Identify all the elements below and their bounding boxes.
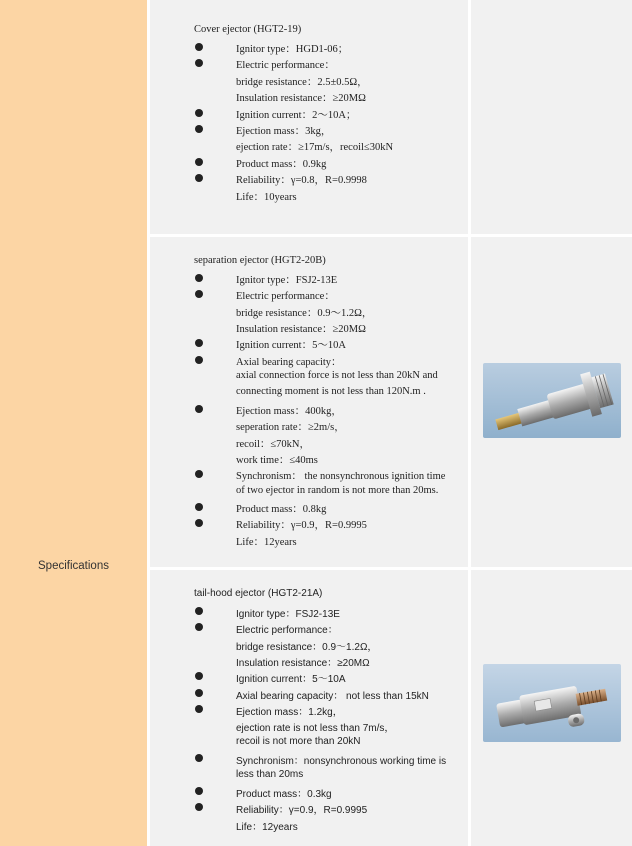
- separation-spec-line: connecting moment is not less than 120N.m .: [236, 386, 426, 398]
- tail-hood-spec-line: Axial bearing capacity： not less than 15kN: [236, 690, 429, 702]
- cover-spec-line: ejection rate：≥17m/s，recoil≤30kN: [236, 142, 394, 154]
- separation-spec-line: Ejection mass：400kg，: [236, 405, 342, 417]
- bullet-icon: [195, 356, 203, 364]
- tail-hood-ejector-title: tail-hood ejector (HGT2-21A): [194, 588, 323, 599]
- bullet-icon: [195, 109, 203, 117]
- cover-spec-line: Electric performance：: [236, 60, 335, 72]
- cover-spec-line: Insulation resistance：≥20MΩ: [236, 93, 366, 105]
- tail-hood-spec-line: Synchronism：nonsynchronous working time is: [236, 756, 447, 768]
- separation-spec-line: bridge resistance：0.9～1.2Ω，: [236, 307, 373, 319]
- cover-spec-line: Product mass：0.9kg: [236, 158, 327, 170]
- bullet-icon: [195, 125, 203, 133]
- tail-hood-ejector-photo: [483, 664, 621, 742]
- cover-ejector-title: Cover ejector (HGT2-19): [194, 24, 302, 35]
- cover-spec-line: Ignition current：2～10A；: [236, 109, 357, 121]
- bullet-icon: [195, 405, 203, 413]
- tail-hood-spec-line: Reliability：γ=0.9，R=0.9995: [236, 805, 368, 817]
- tail-hood-spec-line: Ejection mass：1.2kg，: [236, 707, 343, 719]
- cover-spec-line: Life：10years: [236, 191, 297, 203]
- cover-spec-line: Ejection mass：3kg，: [236, 126, 332, 137]
- bullet-icon: [195, 274, 203, 282]
- separation-ejector-title: separation ejector (HGT2-20B): [194, 255, 326, 266]
- tail-hood-spec-line: Ignition current：5～10A: [236, 674, 346, 686]
- separation-spec-line: Insulation resistance：≥20MΩ: [236, 324, 366, 336]
- specifications-label: Specifications: [38, 560, 109, 572]
- tail-hood-spec-line: ejection rate is not less than 7m/s，: [236, 723, 395, 735]
- tail-hood-spec-line: Insulation resistance：≥20MΩ: [236, 658, 370, 670]
- separation-spec-line: Reliability：γ=0.9，R=0.9995: [236, 520, 367, 532]
- separation-spec-line: Axial bearing capacity：: [236, 356, 342, 368]
- bullet-icon: [195, 43, 203, 51]
- separation-spec-line: axial connection force is not less than 20kN and: [236, 370, 438, 382]
- separation-spec-line: work time：≤40ms: [236, 454, 318, 466]
- separation-spec-line: Product mass：0.8kg: [236, 503, 327, 515]
- tail-hood-spec-line: bridge resistance：0.9～1.2Ω，: [236, 641, 378, 653]
- tail-hood-spec-line: less than 20ms: [236, 768, 304, 780]
- spec-label-column: [0, 0, 147, 846]
- separation-spec-line: of two ejector in random is not more than 20ms.: [236, 484, 439, 496]
- cover-spec-line: bridge resistance：2.5±0.5Ω，: [236, 76, 368, 88]
- cover-spec-line: Ignitor type：HGD1-06；: [236, 44, 349, 55]
- separation-spec-line: Ignition current：5～10A: [236, 340, 346, 352]
- separation-spec-line: Ignitor type：FSJ2-13E: [236, 275, 338, 286]
- tail-hood-spec-line: recoil is not more than 20kN: [236, 735, 361, 747]
- bullet-icon: [195, 689, 203, 697]
- separation-ejector-photo: [483, 363, 621, 438]
- tail-hood-spec-line: Ignitor type：FSJ2-13E: [236, 609, 340, 620]
- separation-spec-line: recoil：≤70kN，: [236, 438, 310, 450]
- bullet-icon: [195, 787, 203, 795]
- bullet-icon: [195, 607, 203, 615]
- bullet-icon: [195, 158, 203, 166]
- separation-spec-line: seperation rate：≥2m/s，: [236, 422, 345, 434]
- tail-hood-spec-line: Electric performance：: [236, 625, 338, 637]
- tail-hood-spec-line: Life：12years: [236, 821, 298, 833]
- separation-spec-line: Synchronism： the nonsynchronous ignition time: [236, 471, 446, 483]
- separation-spec-line: Electric performance：: [236, 291, 335, 303]
- cover-ejector-image-cell: [471, 0, 632, 234]
- tail-hood-spec-line: Product mass：0.3kg: [236, 788, 332, 800]
- separation-spec-line: Life：12years: [236, 536, 297, 548]
- cover-spec-line: Reliability：γ=0.8，R=0.9998: [236, 175, 367, 187]
- bullet-icon: [195, 503, 203, 511]
